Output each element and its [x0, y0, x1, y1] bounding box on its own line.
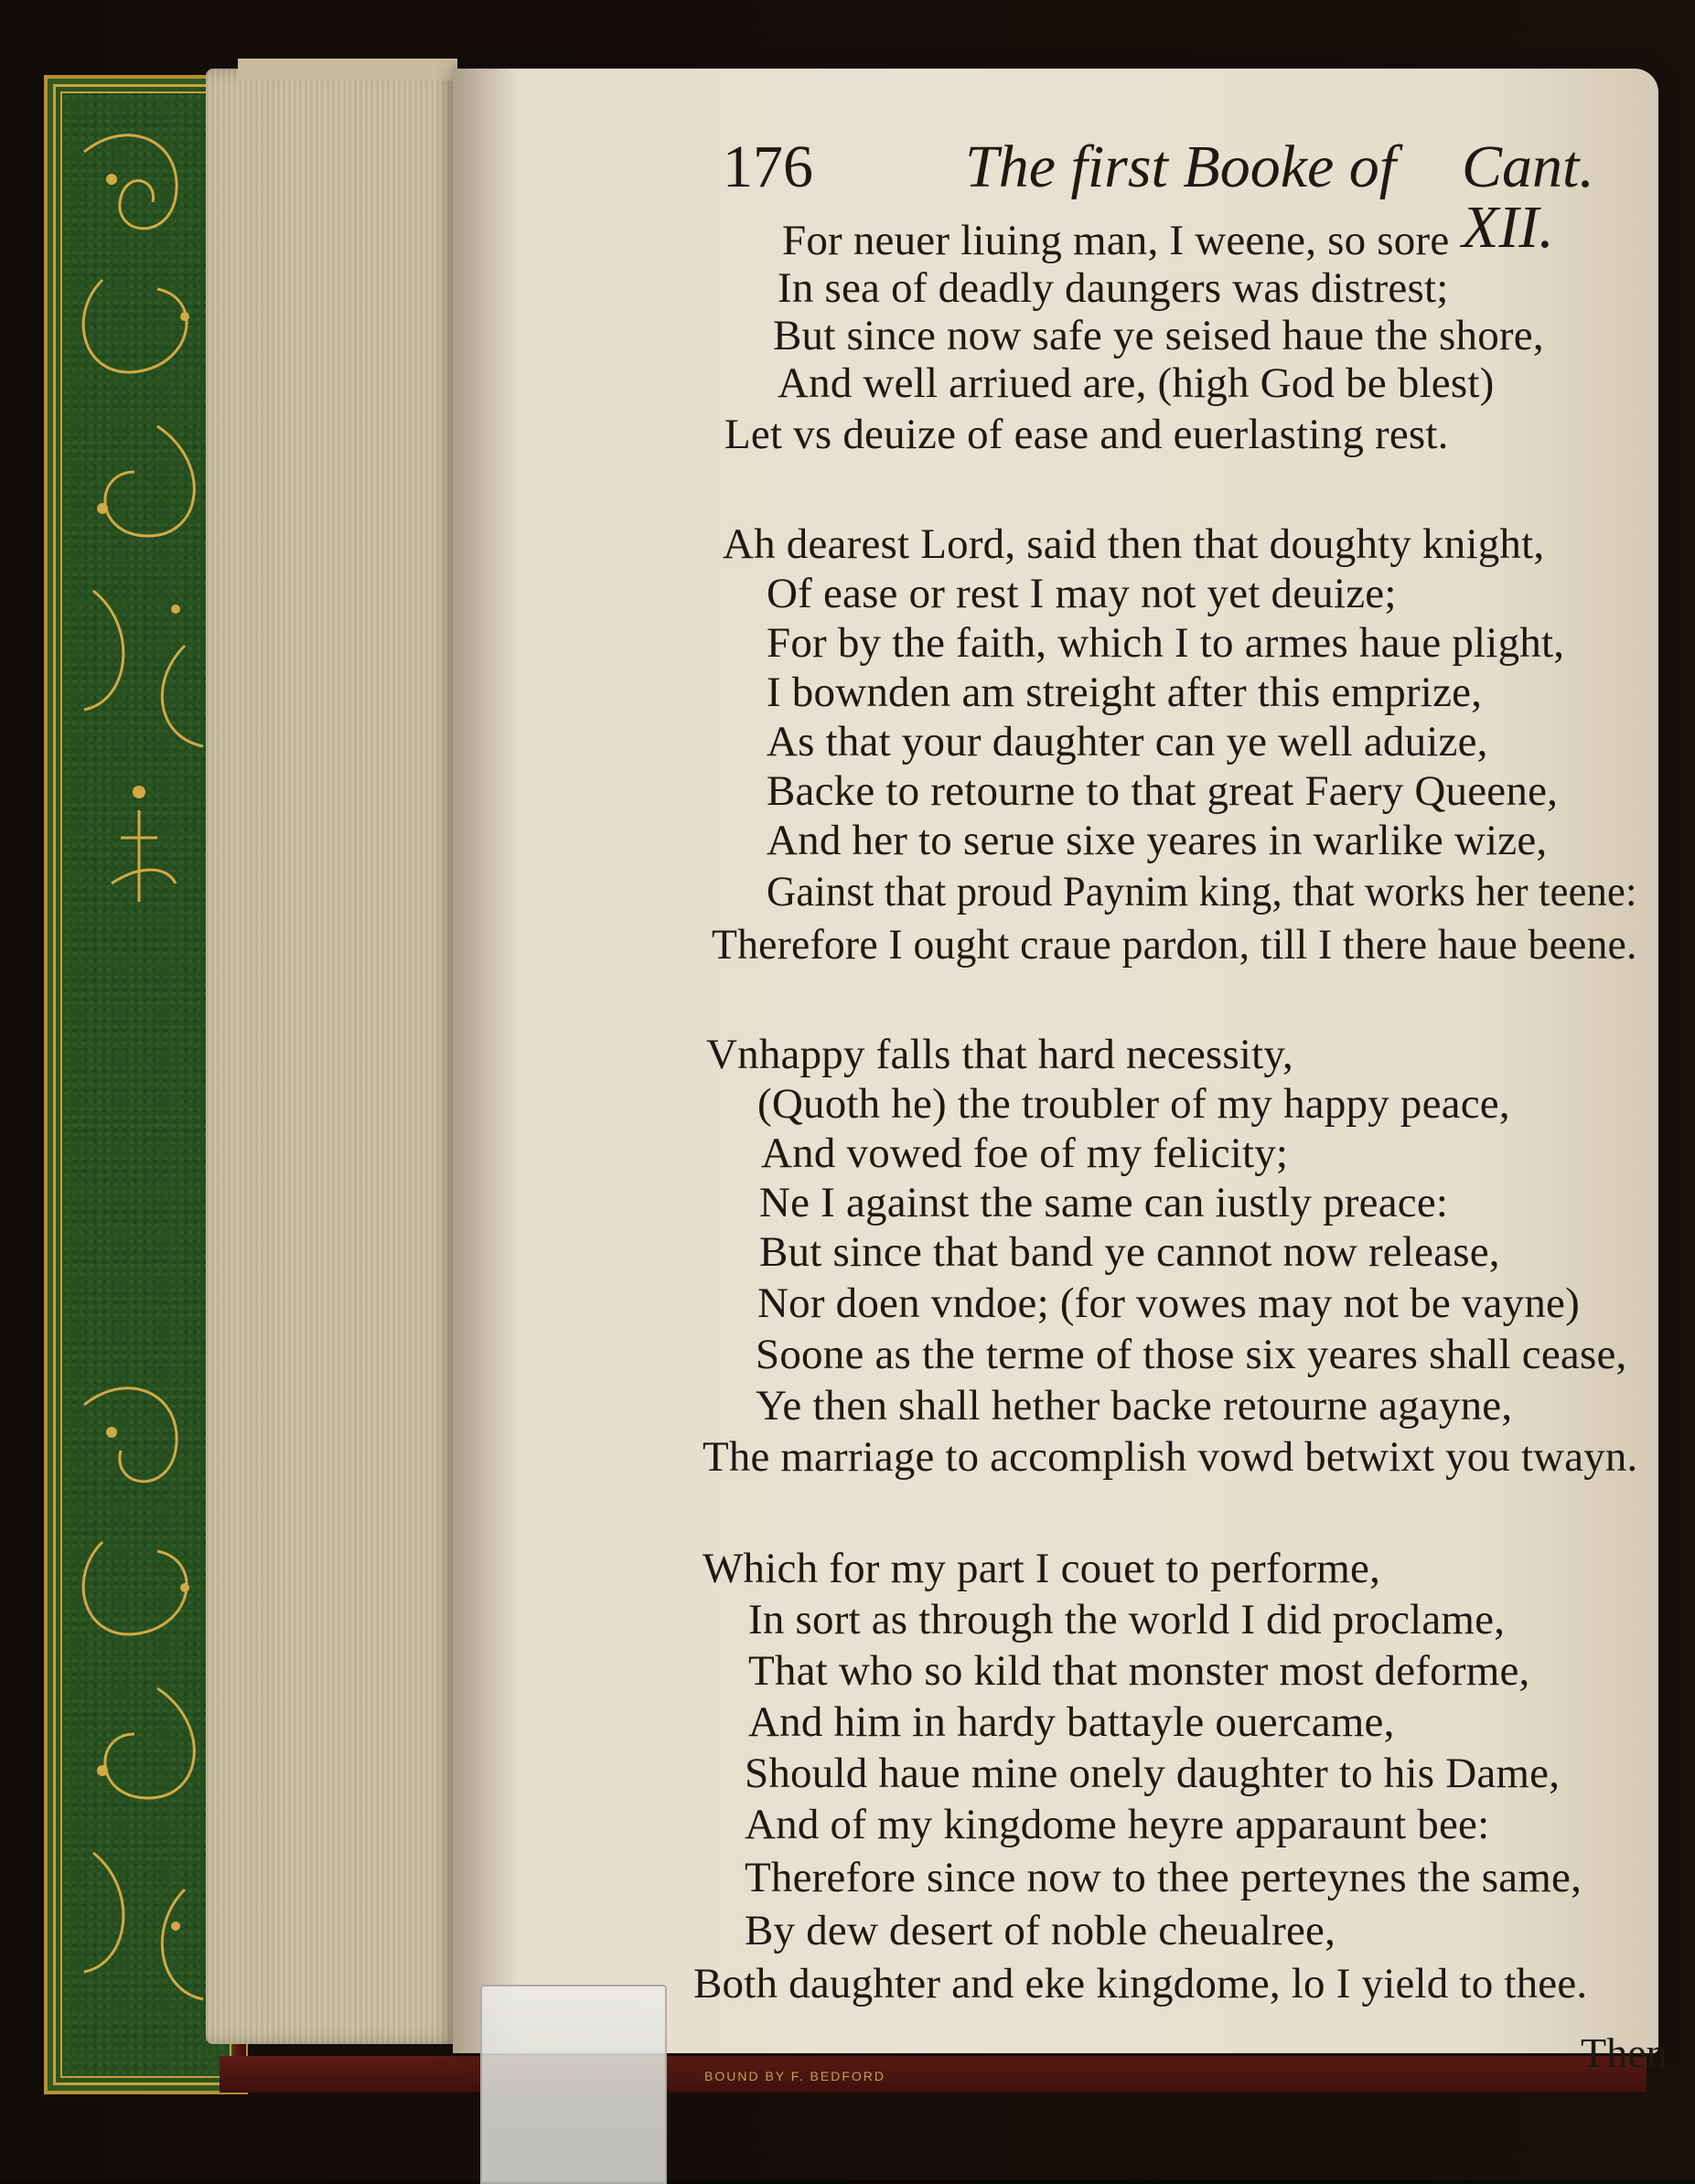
verse-line: Ne I against the same can iustly preace: [759, 1179, 1449, 1226]
page-block-top [238, 59, 457, 80]
verse-line: And him in hardy battayle ouercame, [748, 1698, 1395, 1746]
verse-line: As that your daughter can ye well aduize, [767, 718, 1488, 765]
verse-line: By dew desert of noble cheualree, [745, 1907, 1336, 1954]
verse-line: I bownden am streight after this emprize, [767, 669, 1483, 716]
verse-line: But since now safe ye seised haue the shore, [773, 312, 1544, 359]
verse-line: Ah dearest Lord, said then that doughty knight, [723, 520, 1545, 568]
verse-line: Should haue mine onely daughter to his Dame, [745, 1750, 1561, 1797]
verse-line: Therefore I ought craue pardon, till I there haue beene. [712, 921, 1637, 969]
gutter-shadow [453, 69, 517, 2053]
page-number: 176 [723, 134, 813, 200]
verse-line: Gainst that proud Paynim king, that works her teene: [767, 868, 1637, 915]
verse-line: That who so kild that monster most deforme, [748, 1647, 1530, 1695]
canto-heading: Cant. XII. [1462, 134, 1594, 261]
verse-line: (Quoth he) the troubler of my happy peace, [757, 1080, 1510, 1128]
verse-line: But since that band ye cannot now release, [759, 1228, 1500, 1276]
cover-bottom-band [220, 2056, 1647, 2093]
verse-line: In sea of deadly daungers was distrest; [778, 264, 1449, 312]
verse-line: Ye then shall hether backe retourne agayne, [756, 1382, 1513, 1429]
verse-line: Of ease or rest I may not yet deuize; [767, 570, 1397, 617]
verse-line: And vowed foe of my felicity; [761, 1129, 1289, 1177]
verse-line: The marriage to accomplish vowd betwixt you twayn. [703, 1433, 1638, 1481]
verse-line: For neuer liuing man, I weene, so sore [782, 217, 1450, 264]
verse-line: And of my kingdome heyre apparaunt bee: [745, 1801, 1490, 1848]
verse-line: Nor doen vndoe; (for vowes may not be vayne) [757, 1279, 1580, 1327]
binder-stamp: BOUND BY F. BEDFORD [704, 2069, 885, 2083]
verse-line: In sort as through the world I did proclame, [748, 1596, 1506, 1643]
verse-line: For by the faith, which I to armes haue plight, [767, 619, 1565, 667]
verse-line: Backe to retourne to that great Faery Queene, [767, 767, 1559, 815]
verse-line: Let vs deuize of ease and euerlasting rest. [724, 411, 1449, 458]
verse-line: And well arriued are, (high God be blest) [778, 359, 1495, 407]
verse-line: Soone as the terme of those six yeares shall cease, [756, 1331, 1627, 1378]
verse-line: Therefore since now to thee perteynes the same, [745, 1854, 1582, 1901]
catchword: Then [1581, 2029, 1668, 2076]
verse-line: And her to serue sixe yeares in warlike wize, [767, 817, 1548, 864]
verse-line: Both daughter and eke kingdome, lo I yield to thee. [693, 1960, 1588, 2007]
page-block-edges [206, 69, 462, 2044]
verse-line: Vnhappy falls that hard necessity, [706, 1031, 1293, 1078]
running-title: The first Booke of [965, 134, 1397, 200]
verse-line: Which for my part I couet to performe, [703, 1545, 1381, 1592]
page-weight [480, 1985, 667, 2184]
